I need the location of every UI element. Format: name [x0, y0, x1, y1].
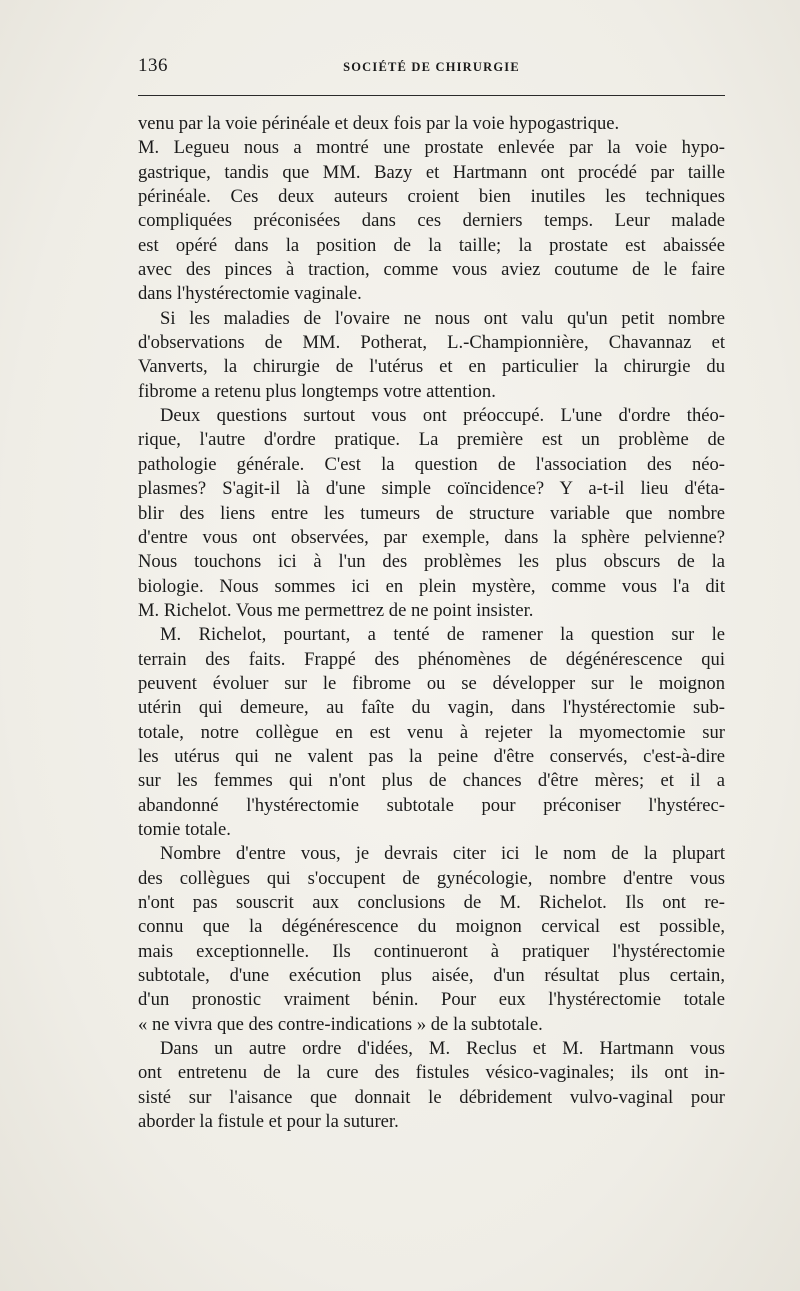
text-line: utérin qui demeure, au faîte du vagin, dans l'hystérectomie sub- — [138, 697, 725, 719]
text-line: d'observations de MM. Potherat, L.-Championnière, Chavannaz et — [138, 332, 725, 354]
text-line: Dans un autre ordre d'idées, M. Reclus et M. Hartmann vous — [160, 1038, 725, 1060]
text-line: fibrome a retenu plus longtemps votre attention. — [138, 380, 496, 402]
text-line: dans l'hystérectomie vaginale. — [138, 283, 362, 305]
text-line: mais exceptionnelle. Ils continueront à pratiquer l'hystérectomie — [138, 940, 725, 962]
page-header — [138, 55, 725, 85]
text-line: pathologie générale. C'est la question de l'association des néo- — [138, 453, 725, 475]
text-line: terrain des faits. Frappé des phénomènes de dégénérescence qui — [138, 648, 725, 670]
text-line: blir des liens entre les tumeurs de structure variable que nombre — [138, 502, 725, 524]
text-line: totale, notre collègue en est venu à rejeter la myomectomie sur — [138, 721, 725, 743]
text-line: M. Richelot. Vous me permettrez de ne point insister. — [138, 599, 534, 621]
text-line: sur les femmes qui n'ont plus de chances d'être mères; et il a — [138, 770, 725, 792]
text-line: Si les maladies de l'ovaire ne nous ont valu qu'un petit nombre — [160, 307, 725, 329]
text-line: Deux questions surtout vous ont préoccupé. L'une d'ordre théo- — [160, 405, 725, 427]
text-line: des collègues qui s'occupent de gynécologie, nombre d'entre vous — [138, 867, 725, 889]
text-line: ont entretenu de la cure des fistules vésico-vaginales; ils ont in- — [138, 1062, 725, 1084]
text-line: d'entre vous ont observées, par exemple, dans la sphère pelvienne? — [138, 526, 725, 548]
text-line: les utérus qui ne valent pas la peine d'être conservés, c'est-à-dire — [138, 745, 725, 767]
text-line: rique, l'autre d'ordre pratique. La première est un problème de — [138, 429, 725, 451]
text-line: avec des pinces à traction, comme vous aviez coutume de le faire — [138, 259, 725, 281]
text-line: d'un pronostic vraiment bénin. Pour eux l'hystérectomie totale — [138, 989, 725, 1011]
text-line: est opéré dans la position de la taille; la prostate est abaissée — [138, 234, 725, 256]
text-line: connu que la dégénérescence du moignon cervical est possible, — [138, 916, 725, 938]
text-line: tomie totale. — [138, 818, 231, 840]
page-number: 136 — [138, 55, 168, 76]
text-line: sisté sur l'aisance que donnait le débridement vulvo-vaginal pour — [138, 1086, 725, 1108]
text-line: M. Richelot, pourtant, a tenté de ramener la question sur le — [160, 624, 725, 646]
text-line: « ne vivra que des contre-indications » de la subtotale. — [138, 1013, 543, 1035]
text-line: périnéale. Ces deux auteurs croient bien inutiles les techniques — [138, 186, 725, 208]
text-line: Nous touchons ici à l'un des problèmes les plus obscurs de la — [138, 551, 725, 573]
text-line: biologie. Nous sommes ici en plein mystère, comme vous l'a dit — [138, 575, 725, 597]
text-line: gastrique, tandis que MM. Bazy et Hartmann ont procédé par taille — [138, 161, 725, 183]
text-line: n'ont pas souscrit aux conclusions de M. Richelot. Ils ont re- — [138, 892, 725, 913]
text-line: plasmes? S'agit-il là d'une simple coïncidence? Y a-t-il lieu d'éta- — [138, 478, 725, 500]
text-line: Vanverts, la chirurgie de l'utérus et en particulier la chirurgie du — [138, 356, 725, 378]
text-line: aborder la fistule et pour la suturer. — [138, 1111, 399, 1133]
text-line: compliquées préconisées dans ces derniers temps. Leur malade — [138, 210, 725, 232]
text-line: subtotale, d'une exécution plus aisée, d'un résultat plus certain, — [138, 965, 725, 987]
text-line: venu par la voie périnéale et deux fois par la voie hypogastrique. — [138, 113, 620, 134]
body-text — [138, 112, 725, 1134]
header-rule — [138, 95, 725, 96]
text-line: Nombre d'entre vous, je devrais citer ici le nom de la plupart — [160, 843, 725, 865]
text-line: M. Legueu nous a montré une prostate enlevée par la voie hypo- — [138, 137, 725, 159]
running-head: SOCIÉTÉ DE CHIRURGIE — [343, 60, 520, 74]
text-line: abandonné l'hystérectomie subtotale pour préconiser l'hystérec- — [138, 794, 725, 816]
text-line: peuvent évoluer sur le fibrome ou se développer sur le moignon — [138, 672, 725, 694]
